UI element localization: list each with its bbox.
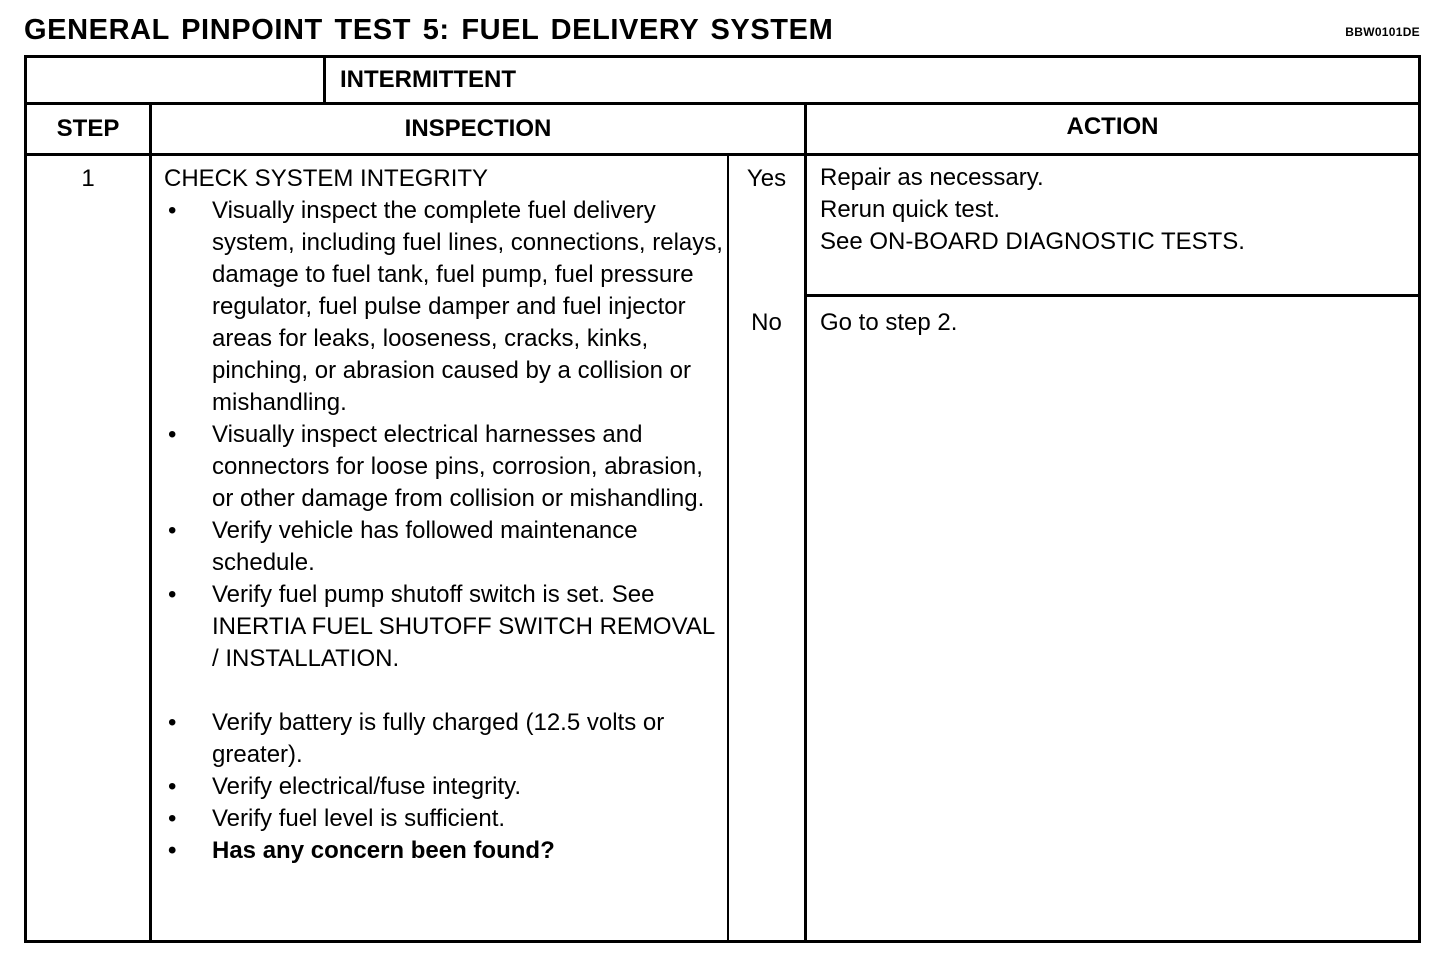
inspection-item: Visually inspect the complete fuel delivery system, including fuel lines, connections, relays, damage to fuel tank, fuel pump, fuel pressure regulator, fuel pulse damper and fuel injector areas for leaks, looseness, cracks, kinks, pinching, or abrasion caused by a collision or mishandling.	[212, 197, 723, 416]
inspection-item: Verify vehicle has followed maintenance schedule.	[212, 517, 638, 576]
bullet-icon: •	[168, 197, 177, 224]
no-label: No	[751, 309, 782, 336]
list-item	[164, 803, 724, 835]
bullet-icon: •	[168, 421, 177, 448]
step-number: 1	[81, 165, 95, 192]
action-line: Go to step 2.	[820, 309, 958, 336]
yes-action-cell	[820, 162, 1410, 258]
inspection-title: CHECK SYSTEM INTEGRITY	[164, 165, 489, 192]
divider	[805, 294, 1421, 297]
inspection-item: Verify electrical/fuse integrity.	[212, 773, 522, 800]
bullet-icon: •	[168, 709, 177, 736]
condition-label: INTERMITTENT	[340, 66, 516, 93]
divider	[149, 102, 152, 943]
divider	[727, 153, 729, 943]
list-item	[164, 707, 724, 771]
inspection-cell	[164, 163, 724, 867]
column-header-step: STEP	[56, 115, 120, 142]
list-item	[164, 835, 724, 867]
list-item	[164, 771, 724, 803]
no-action-cell	[820, 307, 1410, 339]
inspection-list	[164, 195, 724, 867]
inspection-question: Has any concern been found?	[212, 837, 555, 864]
bullet-icon: •	[168, 581, 177, 608]
list-item	[164, 515, 724, 579]
inspection-item: Verify battery is fully charged (12.5 volts or greater).	[212, 709, 665, 768]
list-item	[164, 579, 724, 675]
action-line: Repair as necessary.	[820, 164, 1044, 191]
document-code: BBW0101DE	[1345, 25, 1420, 39]
bullet-icon: •	[168, 773, 177, 800]
inspection-item: Verify fuel level is sufficient.	[212, 805, 506, 832]
bullet-icon: •	[168, 837, 177, 864]
column-header-action: ACTION	[1066, 113, 1159, 140]
divider	[323, 55, 326, 103]
action-line: See ON-BOARD DIAGNOSTIC TESTS.	[820, 228, 1245, 255]
column-header-inspection: INSPECTION	[404, 115, 552, 142]
divider	[24, 153, 1421, 156]
list-item	[164, 419, 724, 515]
divider	[804, 102, 807, 943]
inspection-item: Verify fuel pump shutoff switch is set. See INERTIA FUEL SHUTOFF SWITCH REMOVAL / INSTALLATION.	[212, 581, 715, 672]
bullet-icon: •	[168, 517, 177, 544]
action-line: Rerun quick test.	[820, 196, 1001, 223]
bullet-icon: •	[168, 805, 177, 832]
yes-label: Yes	[746, 165, 787, 192]
page-title: GENERAL PINPOINT TEST 5: FUEL DELIVERY SYSTEM	[24, 14, 834, 46]
inspection-item: Visually inspect electrical harnesses and connectors for loose pins, corrosion, abrasion, or other damage from collision or mishandling.	[212, 421, 705, 512]
list-item	[164, 195, 724, 419]
